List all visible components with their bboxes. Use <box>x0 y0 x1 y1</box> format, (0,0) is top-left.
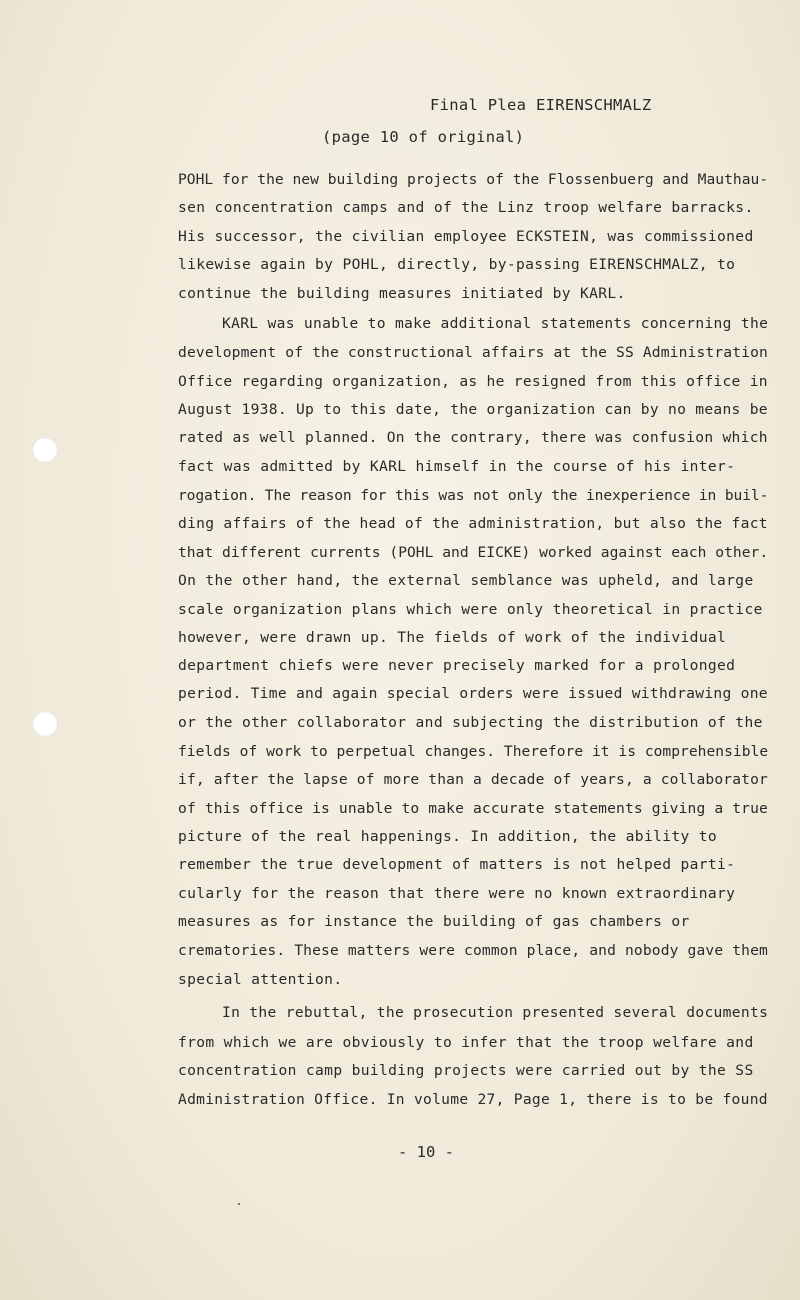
text-line: Administration Office. In volume 27, Page 1, there is to be found <box>178 1091 768 1108</box>
text-line: special attention. <box>178 971 343 988</box>
text-line: ding affairs of the head of the administration, but also the fact <box>178 515 768 532</box>
paper-speck <box>238 1203 240 1205</box>
text-line: that different currents (POHL and EICKE) worked against each other. <box>178 544 769 561</box>
text-line: if, after the lapse of more than a decade of years, a collaborator <box>178 771 768 788</box>
punch-hole-top <box>32 437 58 463</box>
text-line: or the other collaborator and subjecting the distribution of the <box>178 714 763 731</box>
text-line: likewise again by POHL, directly, by-passing EIRENSCHMALZ, to <box>178 256 736 273</box>
text-line: POHL for the new building projects of the Flossenbuerg and Mauthau- <box>178 171 769 188</box>
text-line: fact was admitted by KARL himself in the course of his inter- <box>178 458 736 475</box>
text-line: concentration camp building projects were carried out by the SS <box>178 1062 754 1079</box>
text-line: His successor, the civilian employee ECKSTEIN, was commissioned <box>178 228 754 245</box>
document-title: Final Plea EIRENSCHMALZ <box>430 96 652 114</box>
page-number: - 10 - <box>398 1143 454 1161</box>
text-line: fields of work to perpetual changes. Therefore it is comprehensible <box>178 743 769 760</box>
punch-hole-bottom <box>32 711 58 737</box>
text-line: department chiefs were never precisely marked for a prolonged <box>178 657 736 674</box>
text-line: development of the constructional affairs at the SS Administration <box>178 344 768 361</box>
text-line: measures as for instance the building of gas chambers or <box>178 913 690 930</box>
text-line: however, were drawn up. The fields of work of the individual <box>178 629 727 646</box>
text-line: August 1938. Up to this date, the organization can by no means be <box>178 401 768 418</box>
text-line: sen concentration camps and of the Linz troop welfare barracks. <box>178 199 754 216</box>
page-reference: (page 10 of original) <box>322 128 525 146</box>
text-line: period. Time and again special orders were issued withdrawing one <box>178 685 768 702</box>
text-line: KARL was unable to make additional statements concerning the <box>222 315 769 332</box>
text-line: from which we are obviously to infer that the troop welfare and <box>178 1034 754 1051</box>
text-line: scale organization plans which were only theoretical in practice <box>178 601 763 618</box>
text-line: picture of the real happenings. In addition, the ability to <box>178 828 718 845</box>
text-line: Office regarding organization, as he resigned from this office in <box>178 373 768 390</box>
text-line: continue the building measures initiated by KARL. <box>178 285 626 302</box>
text-line: rated as well planned. On the contrary, there was confusion which <box>178 429 768 446</box>
text-line: crematories. These matters were common place, and nobody gave them <box>178 942 768 959</box>
text-line: rogation. The reason for this was not only the inexperience in buil- <box>178 487 769 504</box>
text-line: On the other hand, the external semblance was upheld, and large <box>178 572 754 589</box>
text-line: In the rebuttal, the prosecution presented several documents <box>222 1004 769 1021</box>
text-line: cularly for the reason that there were no known extraordinary <box>178 885 736 902</box>
text-line: of this office is unable to make accurate statements giving a true <box>178 800 768 817</box>
text-line: remember the true development of matters is not helped parti- <box>178 856 736 873</box>
